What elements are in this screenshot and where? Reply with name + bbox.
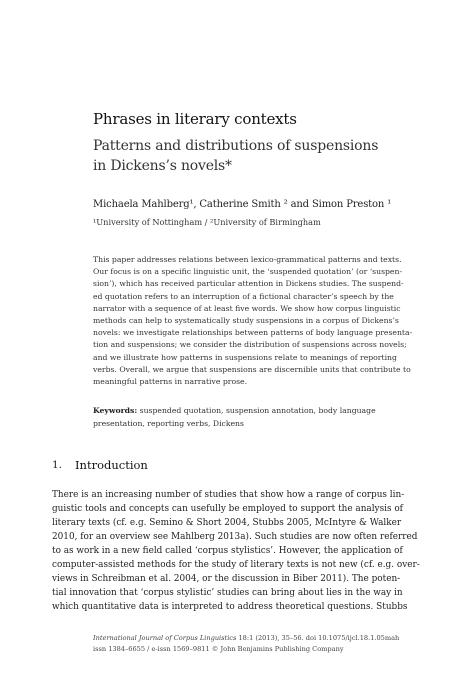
- citation-line: [93, 633, 399, 644]
- keywords-label: Keywords:: [93, 406, 138, 415]
- body-line: which quantitative data is interpreted to address theoretical questions. Stubbs: [52, 602, 408, 612]
- body-line: computer-assisted methods for the study of literary texts is not new (cf. e.g. over-: [52, 560, 420, 570]
- body-line: 2010, for an overview see Mahlberg 2013a). Such studies are now often referred: [52, 532, 418, 542]
- abstract-line: meaningful patterns in narrative prose.: [93, 377, 248, 387]
- abstract-line: Our focus is on a specific linguistic unit, the ‘suspended quotation’ (or ‘suspen-: [93, 267, 403, 277]
- abstract-line: narrator with a sequence of at least five words. We show how corpus linguistic: [93, 303, 401, 313]
- body-text: [52, 488, 420, 614]
- body-line: views in Schreibman et al. 2004, or the discussion in Biber 2011). The poten-: [52, 574, 401, 584]
- author-list: Michaela Mahlberg¹, Catherine Smith ² and Simon Preston ¹: [93, 199, 392, 210]
- body-line: guistic tools and concepts can usefully be employed to support the analysis of: [52, 504, 403, 514]
- subtitle-line: in Dickens’s novels*: [93, 158, 232, 174]
- section-title: Introduction: [75, 458, 148, 472]
- abstract-line: methods can help to systematically study suspensions in a corpus of Dickens’s: [93, 316, 399, 326]
- article-title: Phrases in literary contexts: [93, 110, 297, 128]
- abstract-line: novels: we investigate relationships between patterns of body language presenta-: [93, 328, 413, 338]
- abstract-line: tion and suspensions; we consider the distribution of suspensions across novels;: [93, 340, 407, 350]
- affiliations: ¹University of Nottingham / ²University of Birmingham: [93, 217, 321, 227]
- keywords: [93, 404, 376, 431]
- abstract-line: verbs. Overall, we argue that suspensions are discernible units that contribute to: [93, 364, 411, 374]
- abstract-line: This paper addresses relations between lexico-grammatical patterns and texts.: [93, 255, 402, 264]
- section-number: 1.: [52, 459, 63, 471]
- keywords-line: [93, 404, 376, 417]
- abstract-line: ed quotation refers to an interruption of a fictional character’s speech by the: [93, 291, 394, 301]
- article-subtitle: [93, 136, 378, 176]
- body-line: tial innovation that ‘corpus stylistic’ studies can bring about lies in the way in: [52, 588, 403, 598]
- body-line: to as work in a new field called ‘corpus stylistics’. However, the application of: [52, 546, 403, 556]
- subtitle-line: Patterns and distributions of suspensions: [93, 138, 379, 154]
- abstract: [93, 254, 412, 388]
- citation-details: 18:1 (2013), 35–56. doi 10.1075/ijcl.18.1.05mah: [236, 634, 400, 642]
- keywords-text: suspended quotation, suspension annotation, body language: [137, 406, 376, 415]
- body-line: There is an increasing number of studies that show how a range of corpus lin-: [52, 490, 405, 500]
- abstract-line: sion’), which has received particular attention in Dickens studies. The suspend-: [93, 279, 404, 289]
- footer-citation: [93, 633, 399, 654]
- journal-name: International Journal of Corpus Linguistics: [93, 634, 237, 642]
- abstract-line: and we illustrate how patterns in suspensions relate to meanings of reporting: [93, 352, 397, 362]
- body-line: literary texts (cf. e.g. Semino & Short 2004, Stubbs 2005, McIntyre & Walker: [52, 518, 402, 528]
- issn-line: issn 1384–6655 / e-issn 1569–9811 © John Benjamins Publishing Company: [93, 644, 344, 653]
- keywords-line: presentation, reporting verbs, Dickens: [93, 419, 244, 429]
